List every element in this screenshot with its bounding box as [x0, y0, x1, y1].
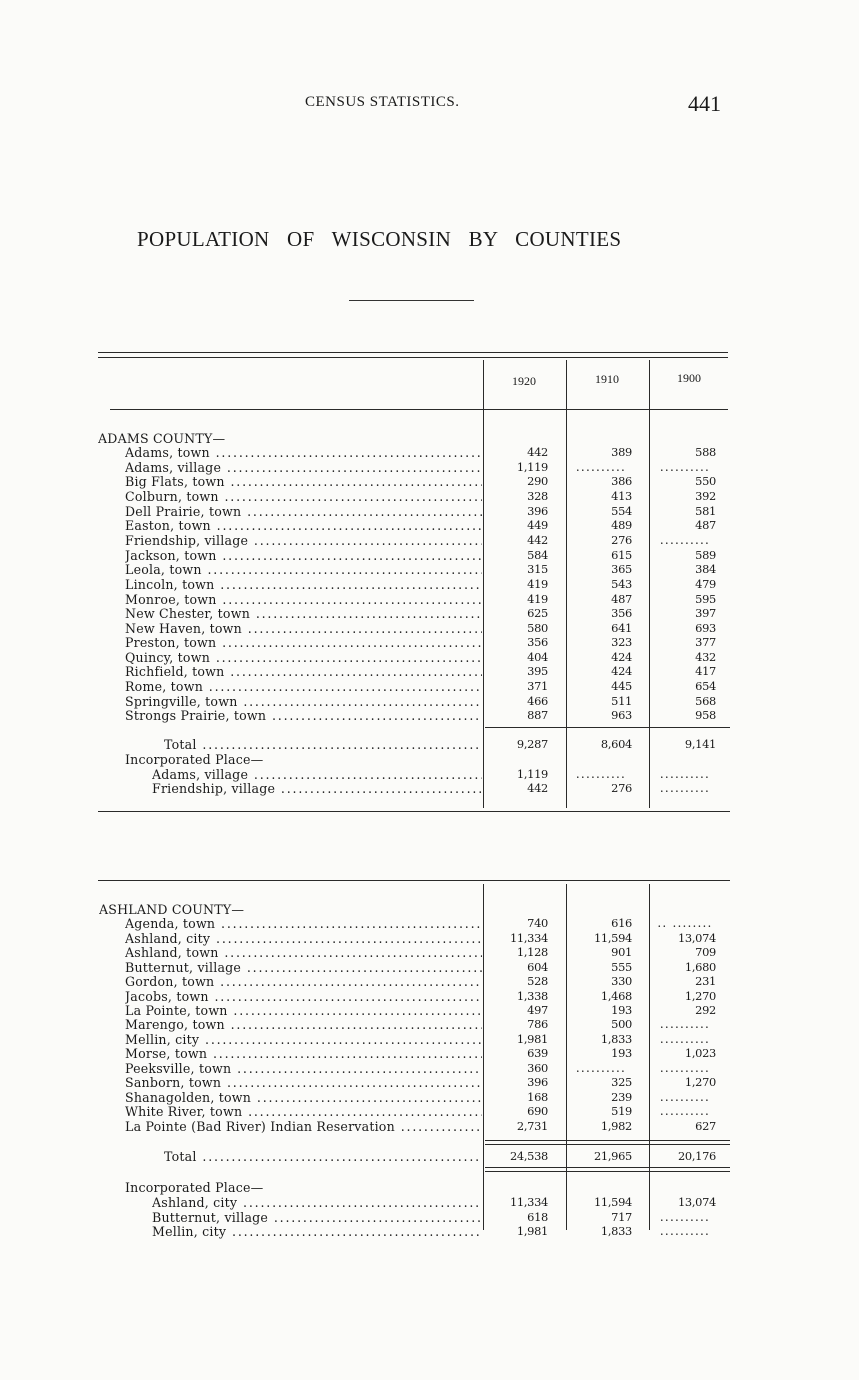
table-row	[0, 1224, 859, 1239]
value-1900: ..........	[659, 1017, 711, 1031]
place-name: Butternut, village .....	[152, 1210, 482, 1225]
value-1920: 404	[527, 650, 548, 664]
value-1910: 386	[611, 474, 632, 488]
subtotal-rule	[485, 1140, 730, 1141]
value-1910: 11,594	[593, 1195, 632, 1209]
value-1920: 528	[527, 974, 548, 988]
value-1920: 1,128	[516, 945, 548, 959]
value-1900: 392	[695, 489, 716, 503]
page-title: POPULATION OF WISCONSIN BY COUNTIES	[137, 227, 622, 251]
place-name: Peeksville, town .....	[125, 1061, 482, 1076]
value-1910: 554	[611, 504, 632, 518]
value-1900: 958	[695, 708, 716, 722]
value-1920: 2,731	[516, 1119, 548, 1133]
total-1910: 8,604	[600, 737, 632, 751]
county-heading	[0, 431, 859, 446]
value-1900: 1,270	[684, 989, 716, 1003]
place-name: La Pointe (Bad River) Indian Reservation .....	[125, 1119, 482, 1134]
value-1920: 396	[527, 504, 548, 518]
table-row	[0, 577, 859, 592]
value-1910: 193	[611, 1003, 632, 1017]
value-1910: 276	[611, 781, 632, 795]
place-name: La Pointe, town .....	[125, 1003, 482, 1018]
place-name: Springville, town .....	[125, 694, 482, 709]
table-row	[0, 445, 859, 460]
value-1920: 419	[527, 577, 548, 591]
table-row	[0, 635, 859, 650]
place-name: White River, town .....	[125, 1104, 482, 1119]
table-row	[0, 562, 859, 577]
value-1910: 330	[611, 974, 632, 988]
place-name: Big Flats, town .....	[125, 474, 482, 489]
header-bottom-rule	[110, 409, 728, 410]
column-header: 1910	[595, 372, 619, 386]
value-1910: ..........	[575, 460, 627, 474]
value-1900: 377	[695, 635, 716, 649]
place-name: Quincy, town .....	[125, 650, 482, 665]
value-1920: 1,338	[516, 989, 548, 1003]
incorporated-heading	[0, 752, 859, 767]
place-name: Mellin, city .....	[152, 1224, 482, 1239]
page-number: 441	[688, 91, 721, 116]
value-1910: 500	[611, 1017, 632, 1031]
value-1920: 11,334	[509, 1195, 548, 1209]
table-row	[0, 592, 859, 607]
value-1910: 193	[611, 1046, 632, 1060]
table-row	[0, 489, 859, 504]
table-row	[0, 1003, 859, 1018]
value-1910: 901	[611, 945, 632, 959]
place-name: Friendship, village .....	[125, 533, 482, 548]
place-name: Sanborn, town .....	[125, 1075, 482, 1090]
value-1920: 11,334	[509, 931, 548, 945]
value-1920: 740	[527, 916, 548, 930]
value-1910: 424	[611, 650, 632, 664]
total-label: Total .....	[164, 1149, 482, 1164]
table-bottom-rule	[98, 811, 730, 812]
table-row	[0, 1104, 859, 1119]
value-1920: 419	[527, 592, 548, 606]
value-1910: 325	[611, 1075, 632, 1089]
value-1920: 887	[527, 708, 548, 722]
column-header: 1900	[677, 371, 701, 385]
table-row	[0, 974, 859, 989]
table-top-rule	[98, 880, 730, 881]
value-1900: 709	[695, 945, 716, 959]
table-row	[0, 1061, 859, 1076]
place-name: Jackson, town .....	[125, 548, 482, 563]
value-1900: .. ........	[657, 916, 713, 930]
table-row	[0, 518, 859, 533]
value-1900: 397	[695, 606, 716, 620]
table-row	[0, 621, 859, 636]
table-top-rule	[98, 357, 728, 358]
value-1900: 292	[695, 1003, 716, 1017]
total-row	[0, 1149, 859, 1164]
value-1910: 555	[611, 960, 632, 974]
table-row	[0, 1119, 859, 1134]
place-name: New Haven, town .....	[125, 621, 482, 636]
value-1920: 466	[527, 694, 548, 708]
value-1920: 604	[527, 960, 548, 974]
value-1920: 360	[527, 1061, 548, 1075]
value-1920: 1,119	[516, 767, 548, 781]
value-1900: 13,074	[677, 931, 716, 945]
value-1900: ..........	[659, 781, 711, 795]
table-row	[0, 767, 859, 782]
place-name: Gordon, town .....	[125, 974, 482, 989]
table-row	[0, 1090, 859, 1105]
value-1910: 365	[611, 562, 632, 576]
county-heading-label: ADAMS COUNTY—	[98, 431, 226, 446]
value-1910: 615	[611, 548, 632, 562]
place-name: Leola, town .....	[125, 562, 482, 577]
value-1910: 11,594	[593, 931, 632, 945]
value-1900: 417	[695, 664, 716, 678]
value-1920: 1,981	[516, 1032, 548, 1046]
value-1920: 618	[527, 1210, 548, 1224]
value-1900: 13,074	[677, 1195, 716, 1209]
value-1920: 396	[527, 1075, 548, 1089]
place-name: Mellin, city .....	[125, 1032, 482, 1047]
value-1910: 511	[611, 694, 632, 708]
value-1910: 641	[611, 621, 632, 635]
value-1910: 424	[611, 664, 632, 678]
place-name: Adams, town .....	[125, 445, 482, 460]
incorporated-heading	[0, 1180, 859, 1195]
place-name: Richfield, town .....	[125, 664, 482, 679]
value-1910: 717	[611, 1210, 632, 1224]
value-1900: ..........	[659, 1061, 711, 1075]
value-1900: 432	[695, 650, 716, 664]
table-row	[0, 664, 859, 679]
total-row	[0, 737, 859, 752]
place-name: Strongs Prairie, town .....	[125, 708, 482, 723]
value-1900: 231	[695, 974, 716, 988]
table-row	[0, 1046, 859, 1061]
subtotal-rule	[485, 1144, 730, 1145]
value-1920: 290	[527, 474, 548, 488]
value-1900: 568	[695, 694, 716, 708]
place-name: Monroe, town .....	[125, 592, 482, 607]
place-name: Ashland, town .....	[125, 945, 482, 960]
value-1900: 1,023	[684, 1046, 716, 1060]
value-1900: ..........	[659, 1090, 711, 1104]
place-name: Ashland, city .....	[152, 1195, 482, 1210]
value-1910: 239	[611, 1090, 632, 1104]
value-1920: 371	[527, 679, 548, 693]
running-title: CENSUS STATISTICS.	[305, 94, 460, 110]
value-1900: ..........	[659, 1224, 711, 1238]
value-1910: 276	[611, 533, 632, 547]
place-name: Friendship, village .....	[152, 781, 482, 796]
value-1910: 1,468	[600, 989, 632, 1003]
table-row	[0, 694, 859, 709]
value-1920: 356	[527, 635, 548, 649]
value-1900: ..........	[659, 1104, 711, 1118]
value-1900: 589	[695, 548, 716, 562]
value-1910: 323	[611, 635, 632, 649]
value-1900: 588	[695, 445, 716, 459]
total-1900: 20,176	[677, 1149, 716, 1163]
table-row	[0, 679, 859, 694]
county-heading	[0, 902, 859, 917]
subtotal-rule	[485, 727, 730, 728]
value-1900: 384	[695, 562, 716, 576]
value-1910: ..........	[575, 1061, 627, 1075]
title-rule	[349, 300, 474, 301]
value-1920: 625	[527, 606, 548, 620]
value-1900: 479	[695, 577, 716, 591]
value-1900: ..........	[659, 533, 711, 547]
table-row	[0, 460, 859, 475]
table-row	[0, 1032, 859, 1047]
value-1910: 487	[611, 592, 632, 606]
value-1910: 445	[611, 679, 632, 693]
table-row	[0, 1075, 859, 1090]
county-heading-label: ASHLAND COUNTY—	[99, 902, 245, 917]
value-1900: 654	[695, 679, 716, 693]
value-1910: 1,833	[600, 1032, 632, 1046]
table-row	[0, 548, 859, 563]
incorporated-heading-label: Incorporated Place—	[125, 1180, 264, 1195]
value-1900: ..........	[659, 1032, 711, 1046]
value-1900: 693	[695, 621, 716, 635]
total-label: Total .....	[164, 737, 482, 752]
value-1920: 1,981	[516, 1224, 548, 1238]
table-row	[0, 945, 859, 960]
value-1910: 1,833	[600, 1224, 632, 1238]
total-1920: 9,287	[516, 737, 548, 751]
value-1920: 1,119	[516, 460, 548, 474]
table-row	[0, 931, 859, 946]
value-1910: 616	[611, 916, 632, 930]
table-row	[0, 606, 859, 621]
value-1920: 584	[527, 548, 548, 562]
value-1920: 328	[527, 489, 548, 503]
value-1900: 595	[695, 592, 716, 606]
value-1910: 413	[611, 489, 632, 503]
value-1910: 543	[611, 577, 632, 591]
value-1920: 315	[527, 562, 548, 576]
place-name: Morse, town .....	[125, 1046, 482, 1061]
place-name: Ashland, city .....	[125, 931, 482, 946]
value-1920: 395	[527, 664, 548, 678]
table-row	[0, 1017, 859, 1032]
value-1910: 1,982	[600, 1119, 632, 1133]
total-1910: 21,965	[593, 1149, 632, 1163]
value-1900: 581	[695, 504, 716, 518]
value-1900: 1,680	[684, 960, 716, 974]
value-1900: 550	[695, 474, 716, 488]
value-1900: 1,270	[684, 1075, 716, 1089]
value-1910: 963	[611, 708, 632, 722]
table-row	[0, 960, 859, 975]
table-row	[0, 1210, 859, 1225]
place-name: Shanagolden, town .....	[125, 1090, 482, 1105]
table-row	[0, 708, 859, 723]
place-name: Jacobs, town .....	[125, 989, 482, 1004]
place-name: Preston, town .....	[125, 635, 482, 650]
value-1910: ..........	[575, 767, 627, 781]
total-1900: 9,141	[684, 737, 716, 751]
place-name: Marengo, town .....	[125, 1017, 482, 1032]
place-name: Colburn, town .....	[125, 489, 482, 504]
table-row	[0, 1195, 859, 1210]
place-name: Agenda, town .....	[125, 916, 482, 931]
value-1920: 497	[527, 1003, 548, 1017]
incorporated-heading-label: Incorporated Place—	[125, 752, 264, 767]
place-name: Easton, town .....	[125, 518, 482, 533]
value-1900: ..........	[659, 460, 711, 474]
value-1920: 442	[527, 781, 548, 795]
total-1920: 24,538	[509, 1149, 548, 1163]
place-name: Adams, village .....	[152, 767, 482, 782]
value-1920: 442	[527, 445, 548, 459]
value-1920: 442	[527, 533, 548, 547]
place-name: Butternut, village .....	[125, 960, 482, 975]
table-row	[0, 916, 859, 931]
place-name: Rome, town .....	[125, 679, 482, 694]
value-1910: 356	[611, 606, 632, 620]
table-top-rule	[98, 352, 728, 353]
value-1900: 487	[695, 518, 716, 532]
table-row	[0, 781, 859, 796]
place-name: New Chester, town .....	[125, 606, 482, 621]
table-row	[0, 504, 859, 519]
table-row	[0, 989, 859, 1004]
place-name: Dell Prairie, town .....	[125, 504, 482, 519]
value-1920: 639	[527, 1046, 548, 1060]
table-row	[0, 650, 859, 665]
value-1920: 449	[527, 518, 548, 532]
value-1920: 580	[527, 621, 548, 635]
subtotal-rule	[485, 1171, 730, 1172]
value-1900: ..........	[659, 1210, 711, 1224]
table-row	[0, 474, 859, 489]
table-row	[0, 533, 859, 548]
value-1920: 786	[527, 1017, 548, 1031]
value-1910: 389	[611, 445, 632, 459]
column-header: 1920	[512, 374, 536, 388]
value-1920: 690	[527, 1104, 548, 1118]
subtotal-rule	[485, 1167, 730, 1168]
place-name: Lincoln, town .....	[125, 577, 482, 592]
value-1900: ..........	[659, 767, 711, 781]
value-1910: 519	[611, 1104, 632, 1118]
value-1910: 489	[611, 518, 632, 532]
place-name: Adams, village .....	[125, 460, 482, 475]
value-1900: 627	[695, 1119, 716, 1133]
value-1920: 168	[527, 1090, 548, 1104]
